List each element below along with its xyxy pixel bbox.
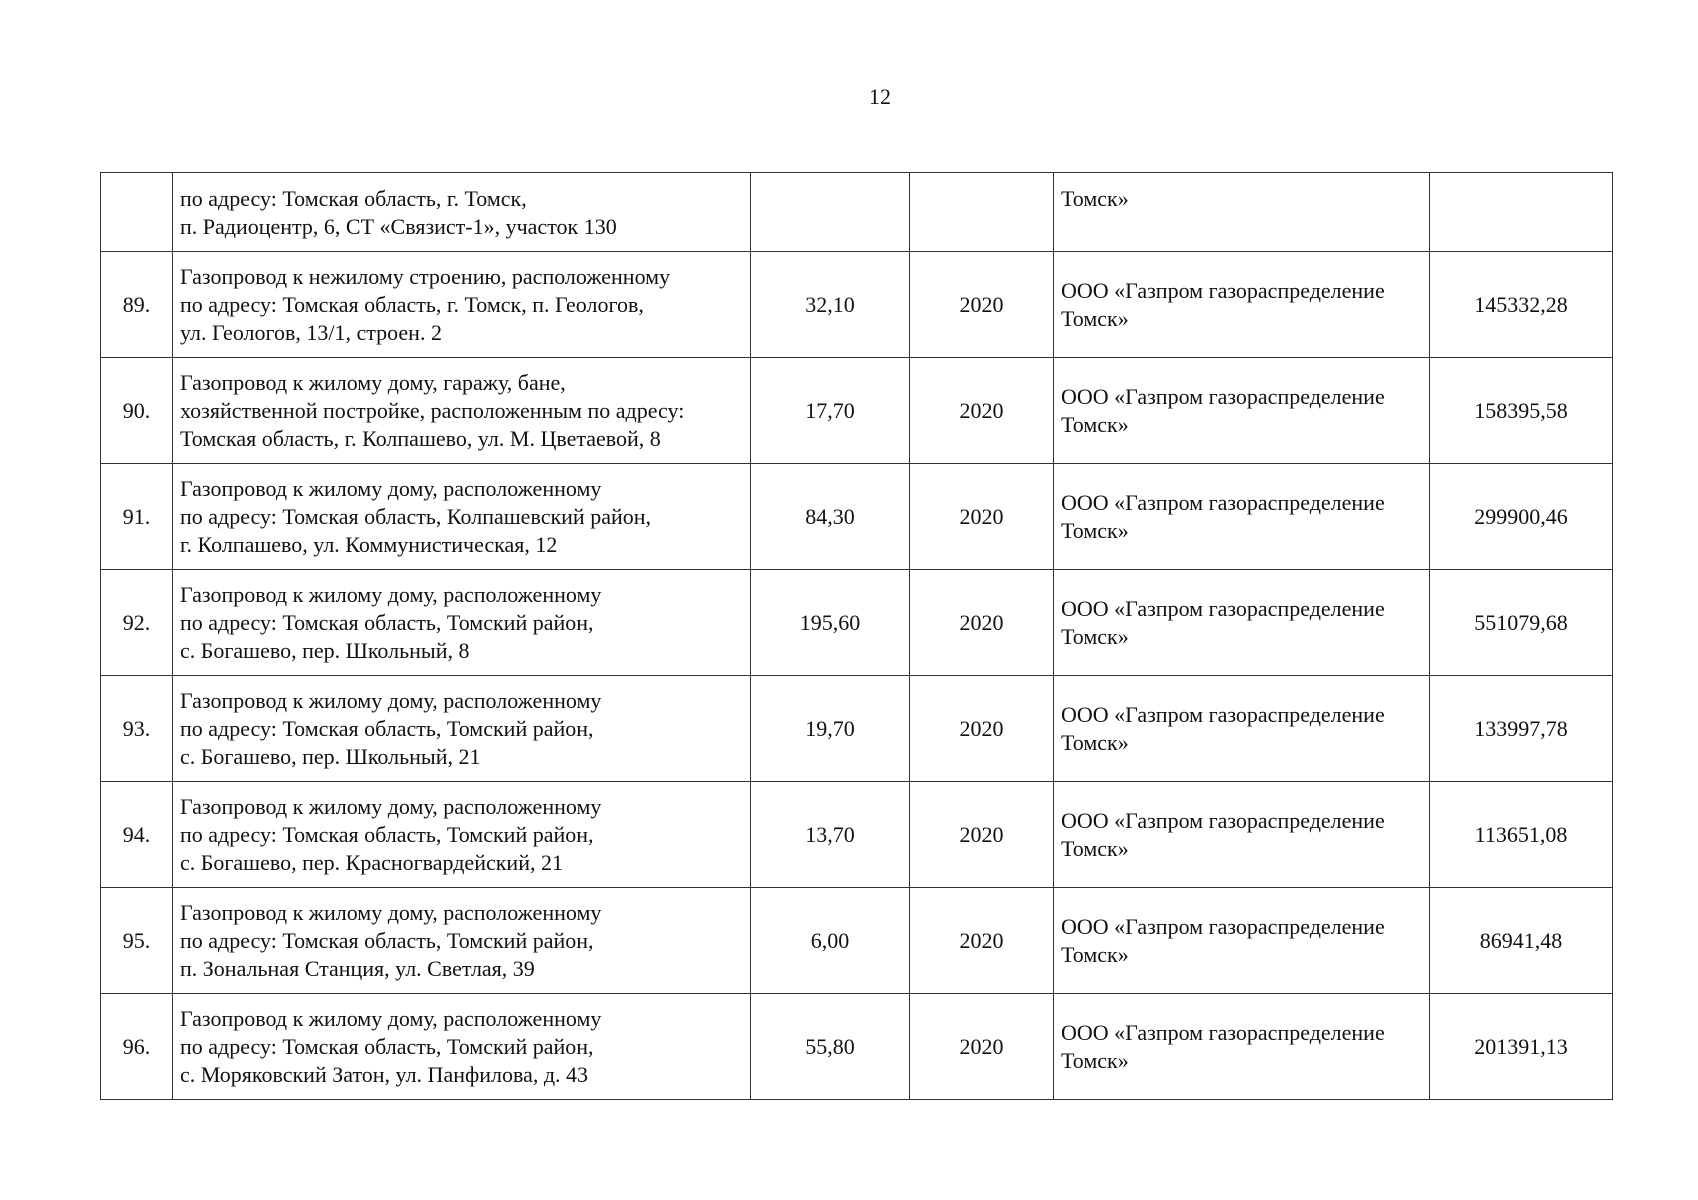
cell-num: 93.: [101, 676, 173, 782]
cell-num: [101, 173, 173, 252]
cell-year: 2020: [910, 358, 1054, 464]
cell-description: Газопровод к жилому дому, расположенному по адресу: Томская область, Томский район, с. Моряковский Затон, ул. Панфилова, д. 43: [173, 994, 751, 1100]
table-row-continuation: [101, 173, 1613, 252]
cell-length: 84,30: [751, 464, 910, 570]
table-row: [101, 676, 1613, 782]
cell-description: Газопровод к жилому дому, расположенному по адресу: Томская область, Томский район, с. Богашево, пер. Красногвардейский, 21: [173, 782, 751, 888]
cell-organization: ООО «Газпром газораспределение Томск»: [1054, 888, 1430, 994]
cell-cost: 158395,58: [1430, 358, 1613, 464]
cell-num: 96.: [101, 994, 173, 1100]
cell-organization: ООО «Газпром газораспределение Томск»: [1054, 994, 1430, 1100]
cell-num: 89.: [101, 252, 173, 358]
cell-organization: ООО «Газпром газораспределение Томск»: [1054, 464, 1430, 570]
cell-description: Газопровод к жилому дому, расположенному по адресу: Томская область, Колпашевский район, г. Колпашево, ул. Коммунистическая, 12: [173, 464, 751, 570]
cell-length: 195,60: [751, 570, 910, 676]
cell-year: 2020: [910, 570, 1054, 676]
cell-num: 92.: [101, 570, 173, 676]
cell-organization: ООО «Газпром газораспределение Томск»: [1054, 676, 1430, 782]
cell-cost: 133997,78: [1430, 676, 1613, 782]
cell-length: 17,70: [751, 358, 910, 464]
cell-year: 2020: [910, 888, 1054, 994]
cell-num: 95.: [101, 888, 173, 994]
cell-year: 2020: [910, 676, 1054, 782]
cell-year: 2020: [910, 994, 1054, 1100]
cell-description: Газопровод к жилому дому, расположенному по адресу: Томская область, Томский район, п. Зональная Станция, ул. Светлая, 39: [173, 888, 751, 994]
table-row: [101, 252, 1613, 358]
cell-cost: 299900,46: [1430, 464, 1613, 570]
cell-cost: [1430, 173, 1613, 252]
cell-organization: Томск»: [1054, 173, 1430, 252]
cell-organization: ООО «Газпром газораспределение Томск»: [1054, 252, 1430, 358]
cell-organization: ООО «Газпром газораспределение Томск»: [1054, 782, 1430, 888]
cell-num: 94.: [101, 782, 173, 888]
table-row: [101, 782, 1613, 888]
cell-length: 32,10: [751, 252, 910, 358]
cell-year: 2020: [910, 464, 1054, 570]
cell-year: [910, 173, 1054, 252]
cell-length: 6,00: [751, 888, 910, 994]
cell-description: Газопровод к жилому дому, расположенному по адресу: Томская область, Томский район, с. Богашево, пер. Школьный, 8: [173, 570, 751, 676]
table-row: [101, 358, 1613, 464]
cell-description: Газопровод к жилому дому, расположенному по адресу: Томская область, Томский район, с. Богашево, пер. Школьный, 21: [173, 676, 751, 782]
page-number: 12: [869, 84, 891, 109]
cell-year: 2020: [910, 252, 1054, 358]
cell-cost: 145332,28: [1430, 252, 1613, 358]
table-row: [101, 570, 1613, 676]
cell-num: 90.: [101, 358, 173, 464]
cell-cost: 551079,68: [1430, 570, 1613, 676]
cell-num: 91.: [101, 464, 173, 570]
cell-organization: ООО «Газпром газораспределение Томск»: [1054, 358, 1430, 464]
cell-length: 13,70: [751, 782, 910, 888]
cell-description: Газопровод к нежилому строению, расположенному по адресу: Томская область, г. Томск, п. Геологов, ул. Геологов, 13/1, строен. 2: [173, 252, 751, 358]
table-row: [101, 994, 1613, 1100]
cell-cost: 113651,08: [1430, 782, 1613, 888]
cell-description: по адресу: Томская область, г. Томск, п. Радиоцентр, 6, СТ «Связист-1», участок 130: [173, 173, 751, 252]
table-row: [101, 464, 1613, 570]
cell-length: 55,80: [751, 994, 910, 1100]
gas-pipeline-table: [100, 172, 1613, 1100]
cell-length: 19,70: [751, 676, 910, 782]
cell-length: [751, 173, 910, 252]
cell-year: 2020: [910, 782, 1054, 888]
cell-cost: 201391,13: [1430, 994, 1613, 1100]
cell-description: Газопровод к жилому дому, гаражу, бане, хозяйственной постройке, расположенным по адресу: Томская область, г. Колпашево, ул. М. Цветаевой, 8: [173, 358, 751, 464]
cell-organization: ООО «Газпром газораспределение Томск»: [1054, 570, 1430, 676]
cell-cost: 86941,48: [1430, 888, 1613, 994]
table-row: [101, 888, 1613, 994]
